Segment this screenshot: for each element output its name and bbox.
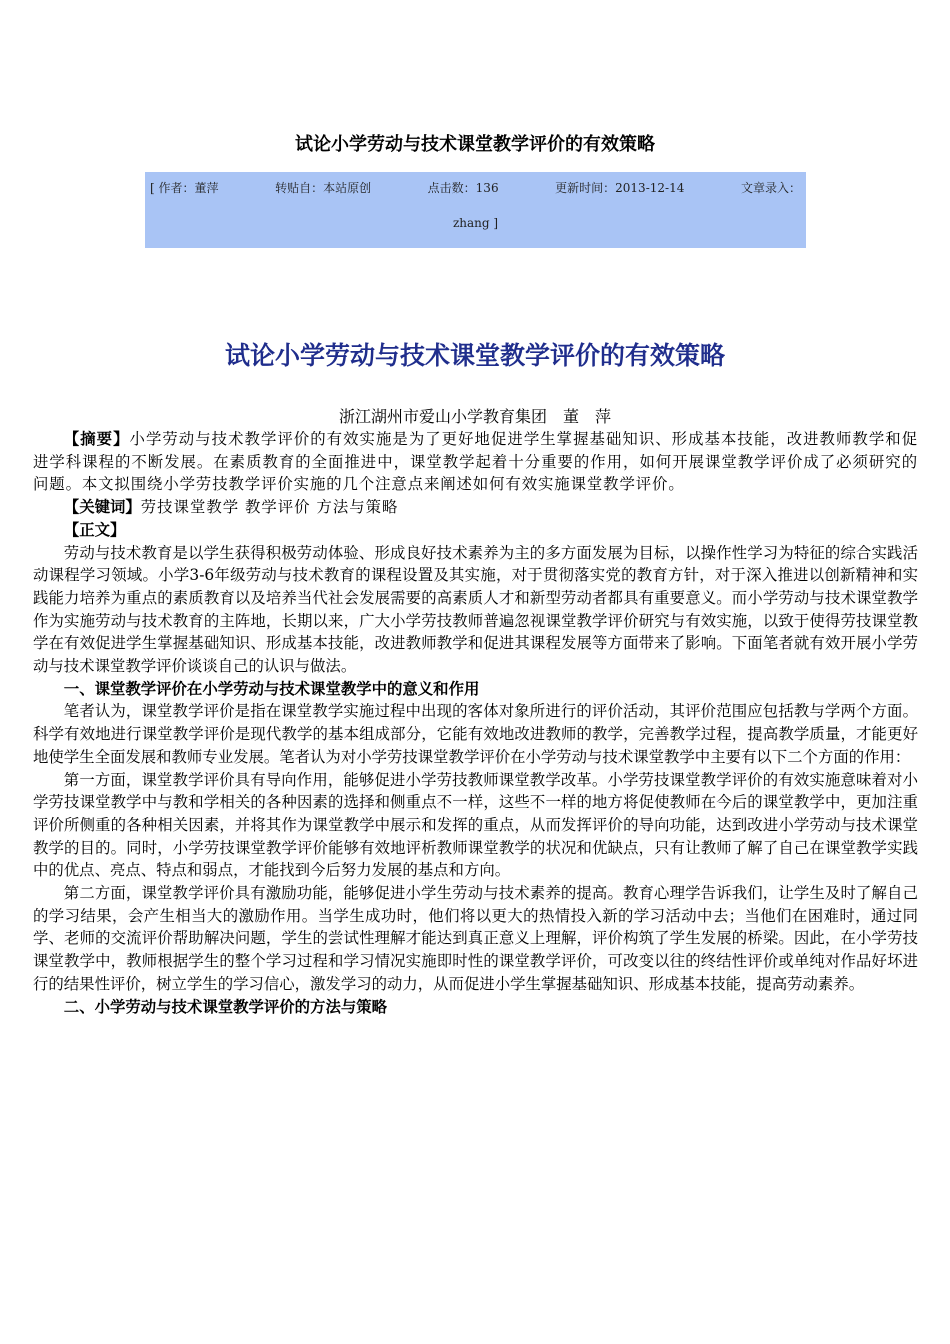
meta-updated: 更新时间：2013-12-14 (555, 181, 685, 195)
page-title: 试论小学劳动与技术课堂教学评价的有效策略 (295, 134, 655, 155)
meta-recorder: 文章录入： (740, 181, 801, 195)
author-line: 浙江湖州市爱山小学教育集团 董 萍 (338, 407, 611, 426)
article-meta-box (145, 172, 806, 248)
article-title: 试论小学劳动与技术课堂教学评价的有效策略 (224, 341, 725, 370)
paragraph-3: 第一方面，课堂教学评价具有导向作用，能够促进小学劳技教师课堂教学改革。小学劳技课堂教学评价的有效实施意味着对小学劳技课堂教学中与教和学相关的各种因素的选择和侧重点不一样，这些不一样的地方将促使教师在今后的课堂教学中，更加注重评价所侧重的各种相关因素，并将其作为课堂教学中展示和发挥的重点，从而发挥评价的导向功能，达到改进小学劳动与技术课堂教学的目的。同时，小学劳技课堂教学评价能够有效地评析教师课堂教学的状况和优缺点，只有让教师了解了自己在课堂教学实践中的优点、亮点、特点和弱点，才能找到今后努力发展的基点和方向。 (33, 770, 918, 880)
meta-author: [ 作者：董萍 (150, 181, 219, 195)
article-body (33, 428, 918, 1018)
meta-source: 转贴自：本站原创 (275, 181, 372, 195)
keywords-paragraph (33, 496, 918, 519)
article-meta-row (150, 179, 801, 196)
section-heading-2: 二、小学劳动与技术课堂教学评价的方法与策略 (63, 997, 388, 1016)
paragraph-2: 笔者认为，课堂教学评价是指在课堂教学实施过程中出现的客体对象所进行的评价活动，其评价范围应包括教与学两个方面。科学有效地进行课堂教学评价是现代教学的基本组成部分，它能有效地改进教师的教学，完善教学过程，提高教学质量，才能更好地使学生全面发展和教师专业发展。笔者认为对小学劳技课堂教学评价在小学劳动与技术课堂教学中主要有以下二个方面的作用： (33, 702, 918, 766)
body-label-paragraph (33, 519, 918, 542)
section-heading-1: 一、课堂教学评价在小学劳动与技术课堂教学中的意义和作用 (63, 679, 480, 698)
meta-hits: 点击数：136 (427, 181, 499, 195)
abstract-paragraph (33, 428, 918, 496)
paragraph-1: 劳动与技术教育是以学生获得积极劳动体验、形成良好技术素养为主的多方面发展为目标，以操作性学习为特征的综合实践活动课程学习领域。小学3-6年级劳动与技术教育的课程设置及其实施，对于贯彻落实党的教育方针，对于深入推进以创新精神和实践能力培养为重点的素质教育以及培养当代社会发展需要的高素质人才和新型劳动者都具有重要意义。而小学劳动与技术课堂教学作为实施劳动与技术教育的主阵地，长期以来，广大小学劳技教师普遍忽视课堂教学评价研究与有效实施，以致于使得劳技课堂教学在有效促进学生掌握基础知识、形成基本技能，改进教师教学和促进其课程发展等方面带来了影响。下面笔者就有效开展小学劳动与技术课堂教学评价谈谈自己的认识与做法。 (33, 543, 918, 676)
abstract-label: 【摘要】 (63, 430, 130, 448)
body-label: 【正文】 (63, 520, 126, 539)
paragraph-4: 第二方面，课堂教学评价具有激励功能，能够促进小学生劳动与技术素养的提高。教育心理学告诉我们，让学生及时了解自己的学习结果，会产生相当大的激励作用。当学生成功时，他们将以更大的热情投入新的学习活动中去；当他们在困难时，通过同学、老师的交流评价帮助解决问题，学生的尝试性理解才能达到真正意义上理解，评价构筑了学生发展的桥梁。因此，在小学劳技课堂教学中，教师根据学生的整个学习过程和学习情况实施即时性的课堂教学评价，可改变以往的终结性评价或单纯对作品好坏进行的结果性评价，树立学生的学习信心，激发学习的动力，从而促进小学生掌握基础知识、形成基本技能，提高劳动素养。 (33, 884, 918, 993)
keywords-label: 【关键词】 (63, 498, 141, 517)
meta-recorder-name: zhang ] (452, 216, 499, 230)
abstract-text: 小学劳动与技术教学评价的有效实施是为了更好地促进学生掌握基础知识、形成基本技能，改进教师教学和促进学科课程的不断发展。在素质教育的全面推进中，课堂教学起着十分重要的作用，如何开展课堂教学评价成了必须研究的问题。本文拟围绕小学劳技教学评价实施的几个注意点来阐述如何有效实施课堂教学评价。 (33, 430, 918, 494)
keywords-text: 劳技课堂教学 教学评价 方法与策略 (140, 498, 399, 517)
